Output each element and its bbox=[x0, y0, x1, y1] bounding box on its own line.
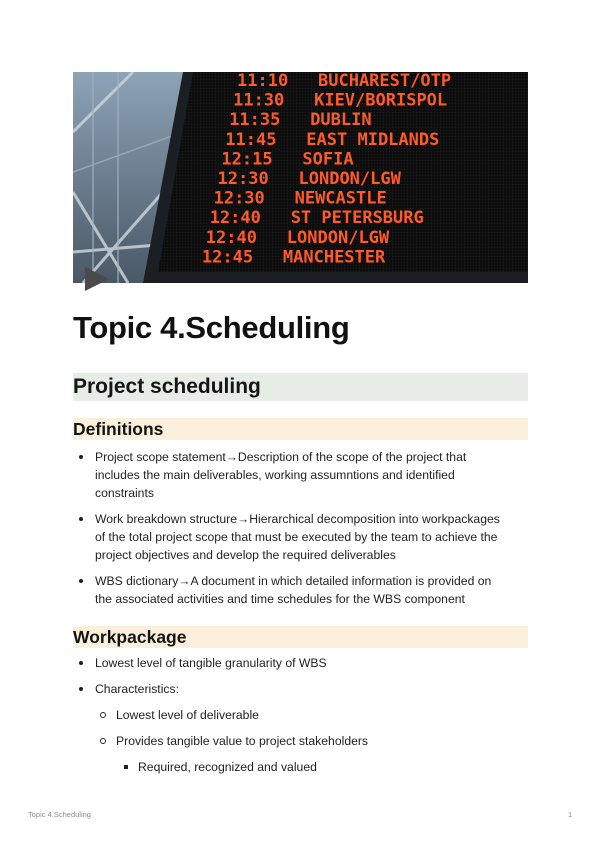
board-destination: NEWCASTLE bbox=[294, 188, 387, 209]
board-destination: BUCHAREST/OTP bbox=[318, 72, 452, 91]
section-heading: Project scheduling bbox=[73, 373, 528, 401]
board-time: 11:30 bbox=[233, 90, 285, 111]
board-time: 12:45 bbox=[201, 247, 254, 268]
list-item-text: WBS dictionary→A document in which detailed information is provided on bbox=[95, 574, 492, 588]
sub-list-item bbox=[73, 732, 528, 750]
list-item-text: Required, recognized and valued bbox=[138, 760, 317, 774]
board-time: 11:10 bbox=[237, 72, 289, 91]
board-time: 12:30 bbox=[217, 169, 269, 189]
bullet-icon bbox=[79, 579, 83, 583]
list-item-text: the associated activities and time schedules for the WBS component bbox=[95, 592, 465, 606]
board-destination: LONDON/LGW bbox=[298, 169, 401, 189]
list-item-text: Lowest level of tangible granularity of WBS bbox=[95, 656, 327, 670]
bullet-icon bbox=[79, 517, 83, 521]
board-destination: MANCHESTER bbox=[282, 247, 386, 268]
list-item bbox=[73, 680, 528, 698]
cover-image bbox=[73, 72, 528, 283]
board-time: 12:15 bbox=[221, 149, 273, 170]
board-destination: EAST MIDLANDS bbox=[306, 129, 440, 150]
board-destination: SOFIA bbox=[302, 149, 354, 170]
bullet-icon bbox=[100, 738, 106, 744]
board-time: 11:35 bbox=[229, 110, 281, 131]
sub-list-item bbox=[73, 706, 528, 724]
sub-sub-list-item bbox=[73, 758, 528, 776]
list-item-text: Project scope statement→Description of the scope of the project that bbox=[95, 450, 467, 464]
footer-title: Topic 4.Scheduling bbox=[28, 810, 91, 819]
list-item-text: project objectives and develop the required deliverables bbox=[95, 548, 396, 562]
list-item-text: Provides tangible value to project stakeholders bbox=[116, 734, 369, 748]
board-destination: KIEV/BORISPOL bbox=[314, 90, 448, 111]
page-number: 1 bbox=[568, 810, 573, 819]
bullet-icon bbox=[100, 712, 106, 718]
page-title: Topic 4.Scheduling bbox=[73, 310, 350, 345]
play-icon[interactable] bbox=[84, 266, 110, 292]
list-item-text: Characteristics: bbox=[95, 682, 179, 696]
list-item bbox=[73, 572, 528, 608]
board-time: 12:40 bbox=[209, 208, 261, 229]
definitions-list bbox=[73, 448, 528, 608]
list-item-text: Lowest level of deliverable bbox=[116, 708, 259, 722]
list-item bbox=[73, 448, 528, 502]
list-item-text: of the total project scope that must be executed by the team to achieve the bbox=[95, 530, 498, 544]
list-item-text: constraints bbox=[95, 486, 154, 500]
workpackage-list bbox=[73, 654, 528, 776]
definitions-heading: Definitions bbox=[73, 418, 528, 440]
list-item-text: includes the main deliverables, working assumntions and identified bbox=[95, 468, 455, 482]
board-time: 12:30 bbox=[213, 188, 265, 209]
bullet-icon bbox=[79, 455, 83, 459]
bullet-icon bbox=[124, 765, 128, 769]
board-time: 12:40 bbox=[205, 227, 257, 248]
bullet-icon bbox=[79, 661, 83, 665]
board-time: 11:45 bbox=[225, 129, 277, 150]
board-destination: DUBLIN bbox=[310, 110, 372, 131]
board-destination: LONDON/LGW bbox=[286, 227, 390, 248]
list-item bbox=[73, 510, 528, 564]
board-destination: ST PETERSBURG bbox=[290, 208, 424, 229]
bullet-icon bbox=[79, 687, 83, 691]
workpackage-heading: Workpackage bbox=[73, 626, 528, 648]
list-item-text: Work breakdown structure→Hierarchical decomposition into workpackages bbox=[95, 512, 500, 526]
list-item bbox=[73, 654, 528, 672]
